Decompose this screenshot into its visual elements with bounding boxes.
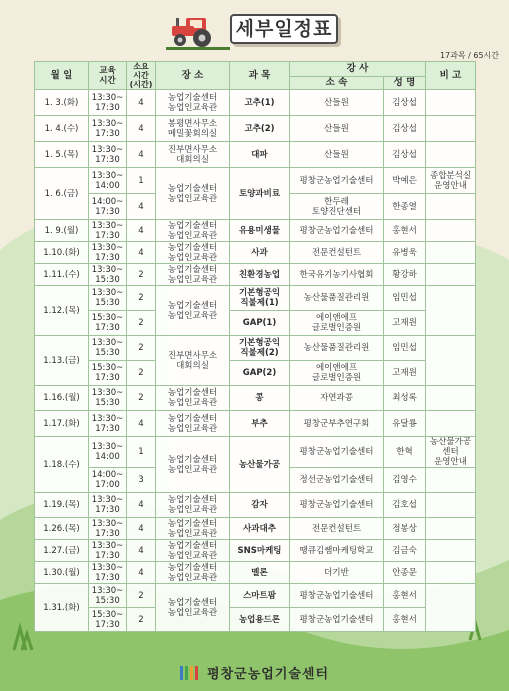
affiliation-cell: 전문컨설턴트 <box>290 518 384 540</box>
date-cell: 1.30.(월) <box>35 562 89 584</box>
time-cell: 15:30~ 17:30 <box>89 361 127 386</box>
table-row <box>35 168 476 194</box>
note-cell <box>426 562 476 584</box>
place-cell: 농업기술센터 농업인교육관 <box>156 540 230 562</box>
place-cell: 농업기술센터 농업인교육관 <box>156 437 230 493</box>
note-cell <box>426 116 476 142</box>
place-cell: 진부면사무소 대회의실 <box>156 142 230 168</box>
subject-cell: 멜론 <box>230 562 290 584</box>
table-row <box>35 242 476 264</box>
subject-cell: 스마트팜 <box>230 584 290 608</box>
affiliation-cell: 산들원 <box>290 90 384 116</box>
affiliation-cell: 산들원 <box>290 116 384 142</box>
table-row <box>35 562 476 584</box>
affiliation-cell: 평창군농업기술센터 <box>290 493 384 518</box>
tractor-icon <box>166 10 230 50</box>
affiliation-cell: 농산물품질관리원 <box>290 336 384 361</box>
hours-cell: 3 <box>127 468 156 493</box>
note-cell <box>426 220 476 242</box>
instructor-name-cell: 유달룡 <box>384 411 426 437</box>
hours-cell: 2 <box>127 336 156 361</box>
place-cell: 농업기술센터 농업인교육관 <box>156 220 230 242</box>
instructor-name-cell: 임민섭 <box>384 286 426 311</box>
date-cell: 1.13.(금) <box>35 336 89 386</box>
time-cell: 14:00~ 17:30 <box>89 194 127 220</box>
hours-cell: 4 <box>127 518 156 540</box>
affiliation-cell: 농산물품질관리원 <box>290 286 384 311</box>
hours-cell: 1 <box>127 168 156 194</box>
hours-cell: 4 <box>127 562 156 584</box>
place-cell: 농업기술센터 농업인교육관 <box>156 286 230 336</box>
table-row <box>35 518 476 540</box>
header-affiliation: 소 속 <box>290 76 384 89</box>
affiliation-cell: 평창군농업기술센터 <box>290 608 384 632</box>
place-cell: 농업기술센터 농업인교육관 <box>156 518 230 540</box>
date-cell: 1. 9.(월) <box>35 220 89 242</box>
table-row <box>35 116 476 142</box>
page-title: 세부일정표 <box>230 14 338 44</box>
date-cell: 1.26.(목) <box>35 518 89 540</box>
time-cell: 13:30~ 14:00 <box>89 437 127 468</box>
hours-cell: 2 <box>127 386 156 411</box>
subject-cell: 부추 <box>230 411 290 437</box>
note-cell <box>426 336 476 386</box>
instructor-name-cell: 정봉상 <box>384 518 426 540</box>
header-place: 장 소 <box>156 62 230 90</box>
instructor-name-cell: 김상섭 <box>384 90 426 116</box>
hours-cell: 2 <box>127 608 156 632</box>
instructor-name-cell: 한혁 <box>384 437 426 468</box>
date-cell: 1.31.(화) <box>35 584 89 632</box>
affiliation-cell: 정선군농업기술센터 <box>290 468 384 493</box>
affiliation-cell: 평창군농업기술센터 <box>290 168 384 194</box>
hours-cell: 4 <box>127 90 156 116</box>
time-cell: 13:30~ 17:30 <box>89 518 127 540</box>
hours-cell: 2 <box>127 584 156 608</box>
instructor-name-cell: 유병욱 <box>384 242 426 264</box>
affiliation-cell: 땡큐김쌤마케팅학교 <box>290 540 384 562</box>
note-cell <box>426 286 476 336</box>
place-cell: 봉평면사무소 메밀꽃회의실 <box>156 116 230 142</box>
place-cell: 농업기술센터 농업인교육관 <box>156 242 230 264</box>
table-row <box>35 493 476 518</box>
time-cell: 15:30~ 17:30 <box>89 608 127 632</box>
place-cell: 농업기술센터 농업인교육관 <box>156 493 230 518</box>
instructor-name-cell: 홍현서 <box>384 584 426 608</box>
subject-cell: 토양과비료 <box>230 168 290 220</box>
date-cell: 1.16.(월) <box>35 386 89 411</box>
instructor-name-cell: 최성록 <box>384 386 426 411</box>
table-row <box>35 540 476 562</box>
table-row <box>35 311 476 336</box>
time-cell: 13:30~ 17:30 <box>89 411 127 437</box>
hours-cell: 4 <box>127 116 156 142</box>
center-logo-icon <box>180 666 198 680</box>
table-row <box>35 608 476 632</box>
note-cell <box>426 264 476 286</box>
time-cell: 13:30~ 15:30 <box>89 264 127 286</box>
header-subject: 과 목 <box>230 62 290 90</box>
note-cell <box>426 468 476 493</box>
hours-cell: 2 <box>127 264 156 286</box>
place-cell: 농업기술센터 농업인교육관 <box>156 264 230 286</box>
time-cell: 13:30~ 15:30 <box>89 386 127 411</box>
instructor-name-cell: 홍현서 <box>384 608 426 632</box>
header-edu-time: 교육 시간 <box>89 62 127 90</box>
subject-cell: 농산물가공 <box>230 437 290 493</box>
affiliation-cell: 한두레 토양진단센터 <box>290 194 384 220</box>
instructor-name-cell: 고재원 <box>384 311 426 336</box>
time-cell: 15:30~ 17:30 <box>89 311 127 336</box>
time-cell: 13:30~ 15:30 <box>89 584 127 608</box>
note-cell <box>426 518 476 540</box>
date-cell: 1.27.(금) <box>35 540 89 562</box>
date-cell: 1. 4.(수) <box>35 116 89 142</box>
instructor-name-cell: 임민섭 <box>384 336 426 361</box>
subject-cell: SNS마케팅 <box>230 540 290 562</box>
note-cell <box>426 242 476 264</box>
date-cell: 1.18.(수) <box>35 437 89 493</box>
date-cell: 1.12.(목) <box>35 286 89 336</box>
time-cell: 13:30~ 17:30 <box>89 220 127 242</box>
schedule-table <box>34 61 476 632</box>
subject-cell: GAP(2) <box>230 361 290 386</box>
hours-cell: 4 <box>127 242 156 264</box>
hours-cell: 4 <box>127 540 156 562</box>
instructor-name-cell: 황강하 <box>384 264 426 286</box>
subject-cell: 고추(2) <box>230 116 290 142</box>
hours-cell: 4 <box>127 493 156 518</box>
note-cell <box>426 540 476 562</box>
instructor-name-cell: 안종문 <box>384 562 426 584</box>
time-cell: 13:30~ 14:00 <box>89 168 127 194</box>
hours-cell: 2 <box>127 361 156 386</box>
hours-cell: 4 <box>127 220 156 242</box>
subject-cell: 대파 <box>230 142 290 168</box>
note-cell <box>426 493 476 518</box>
date-cell: 1.10.(화) <box>35 242 89 264</box>
subject-cell: 농업용드론 <box>230 608 290 632</box>
time-cell: 13:30~ 17:30 <box>89 562 127 584</box>
note-cell <box>426 90 476 116</box>
time-cell: 13:30~ 15:30 <box>89 336 127 361</box>
subject-cell: GAP(1) <box>230 311 290 336</box>
note-cell <box>426 411 476 437</box>
header-hours: 소요 시간 (시간) <box>127 62 156 90</box>
hours-cell: 4 <box>127 194 156 220</box>
table-row <box>35 584 476 608</box>
subject-cell: 감자 <box>230 493 290 518</box>
header-name: 성 명 <box>384 76 426 89</box>
course-summary: 17과목 / 65시간 <box>439 51 499 60</box>
title-area <box>0 0 509 50</box>
table-row <box>35 411 476 437</box>
place-cell: 농업기술센터 농업인교육관 <box>156 90 230 116</box>
hours-cell: 4 <box>127 142 156 168</box>
table-row <box>35 361 476 386</box>
table-row <box>35 437 476 468</box>
time-cell: 13:30~ 17:30 <box>89 142 127 168</box>
instructor-name-cell: 김호섭 <box>384 493 426 518</box>
subject-cell: 친환경농업 <box>230 264 290 286</box>
instructor-name-cell: 김금숙 <box>384 540 426 562</box>
table-row <box>35 264 476 286</box>
affiliation-cell: 평창군농업기술센터 <box>290 220 384 242</box>
date-cell: 1.19.(목) <box>35 493 89 518</box>
hours-cell: 4 <box>127 411 156 437</box>
note-cell <box>426 386 476 411</box>
affiliation-cell: 평창군부추연구회 <box>290 411 384 437</box>
instructor-name-cell: 박예은 <box>384 168 426 194</box>
affiliation-cell: 에이앤에프 글로벌인증원 <box>290 311 384 336</box>
table-row <box>35 142 476 168</box>
place-cell: 농업기술센터 농업인교육관 <box>156 168 230 220</box>
subject-cell: 콩 <box>230 386 290 411</box>
time-cell: 14:00~ 17:00 <box>89 468 127 493</box>
place-cell: 농업기술센터 농업인교육관 <box>156 386 230 411</box>
instructor-name-cell: 김상섭 <box>384 142 426 168</box>
place-cell: 진부면사무소 대회의실 <box>156 336 230 386</box>
note-cell: 농산물가공센터 운영안내 <box>426 437 476 468</box>
date-cell: 1.11.(수) <box>35 264 89 286</box>
subject-cell: 사과 <box>230 242 290 264</box>
affiliation-cell: 에이앤에프 글로벌인증원 <box>290 361 384 386</box>
subject-cell: 고추(1) <box>230 90 290 116</box>
instructor-name-cell: 김상섭 <box>384 116 426 142</box>
header-note: 비 고 <box>426 62 476 90</box>
place-cell: 농업기술센터 농업인교육관 <box>156 562 230 584</box>
table-row <box>35 220 476 242</box>
note-cell <box>426 142 476 168</box>
footer <box>0 662 509 690</box>
note-cell <box>426 584 476 632</box>
affiliation-cell: 한국유기농기사협회 <box>290 264 384 286</box>
subject-cell: 기본형공익 직불제(2) <box>230 336 290 361</box>
subject-cell: 유용미생물 <box>230 220 290 242</box>
table-row <box>35 90 476 116</box>
date-cell: 1. 5.(목) <box>35 142 89 168</box>
affiliation-cell: 평창군농업기술센터 <box>290 584 384 608</box>
note-cell: 종합분석실 운영안내 <box>426 168 476 194</box>
instructor-name-cell: 홍현서 <box>384 220 426 242</box>
table-row <box>35 286 476 311</box>
footer-org-name: 평창군농업기술센터 <box>207 667 330 682</box>
place-cell: 농업기술센터 농업인교육관 <box>156 411 230 437</box>
table-row <box>35 386 476 411</box>
time-cell: 13:30~ 17:30 <box>89 242 127 264</box>
time-cell: 13:30~ 17:30 <box>89 493 127 518</box>
affiliation-cell: 전문컨설턴트 <box>290 242 384 264</box>
header-instructor: 강 사 <box>290 62 426 77</box>
header-date: 월 일 <box>35 62 89 90</box>
date-cell: 1.17.(화) <box>35 411 89 437</box>
date-cell: 1. 3.(화) <box>35 90 89 116</box>
time-cell: 13:30~ 17:30 <box>89 540 127 562</box>
instructor-name-cell: 고재원 <box>384 361 426 386</box>
subject-cell: 기본형공익 직불제(1) <box>230 286 290 311</box>
affiliation-cell: 더기반 <box>290 562 384 584</box>
subject-cell: 사과대추 <box>230 518 290 540</box>
instructor-name-cell: 김영수 <box>384 468 426 493</box>
place-cell: 농업기술센터 농업인교육관 <box>156 584 230 632</box>
time-cell: 13:30~ 15:30 <box>89 286 127 311</box>
hours-cell: 1 <box>127 437 156 468</box>
date-cell: 1. 6.(금) <box>35 168 89 220</box>
affiliation-cell: 산들원 <box>290 142 384 168</box>
hours-cell: 2 <box>127 311 156 336</box>
affiliation-cell: 자연과콩 <box>290 386 384 411</box>
instructor-name-cell: 한종열 <box>384 194 426 220</box>
time-cell: 13:30~ 17:30 <box>89 116 127 142</box>
note-cell <box>426 194 476 220</box>
time-cell: 13:30~ 17:30 <box>89 90 127 116</box>
table-row <box>35 336 476 361</box>
affiliation-cell: 평창군농업기술센터 <box>290 437 384 468</box>
hours-cell: 2 <box>127 286 156 311</box>
